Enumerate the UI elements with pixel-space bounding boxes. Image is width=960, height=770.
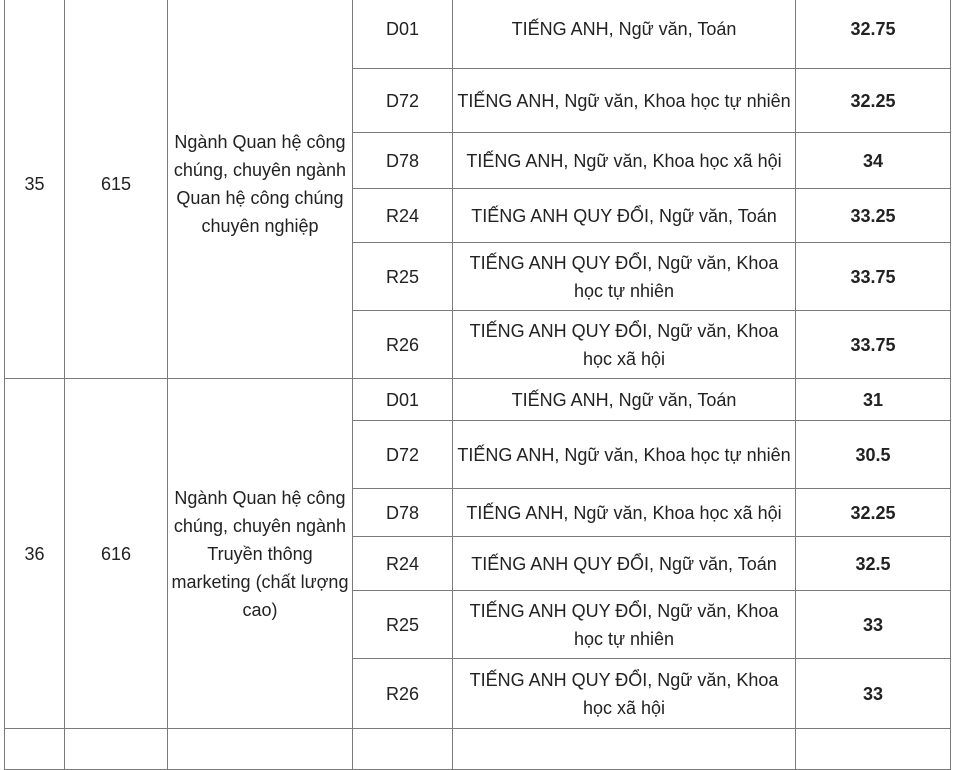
major-code: 616: [65, 379, 168, 729]
table-cell: [65, 729, 168, 770]
combination-code: D72: [353, 421, 453, 489]
combination-code: D01: [353, 0, 453, 69]
cutoff-score: 32.25: [796, 489, 951, 537]
combination-code: R26: [353, 311, 453, 379]
combination-code: D78: [353, 133, 453, 189]
admission-scores-table: [4, 0, 951, 770]
subject-combination: TIẾNG ANH QUY ĐỔI, Ngữ văn, Khoa học tự nhiên: [453, 591, 796, 659]
table-row: [5, 729, 951, 770]
combination-code: R25: [353, 243, 453, 311]
major-code: 615: [65, 0, 168, 379]
cutoff-score: 33: [796, 659, 951, 729]
combination-code: R25: [353, 591, 453, 659]
combination-code: R24: [353, 537, 453, 591]
cutoff-score: 30.5: [796, 421, 951, 489]
subject-combination: TIẾNG ANH, Ngữ văn, Khoa học tự nhiên: [453, 421, 796, 489]
table-cell: [5, 729, 65, 770]
combination-code: D78: [353, 489, 453, 537]
row-number: 36: [5, 379, 65, 729]
cutoff-score: 33.25: [796, 189, 951, 243]
subject-combination: TIẾNG ANH QUY ĐỔI, Ngữ văn, Toán: [453, 189, 796, 243]
combination-code: R26: [353, 659, 453, 729]
cutoff-score: 31: [796, 379, 951, 421]
subject-combination: TIẾNG ANH, Ngữ văn, Khoa học xã hội: [453, 489, 796, 537]
major-name: Ngành Quan hệ công chúng, chuyên ngành Truyền thông marketing (chất lượng cao): [168, 379, 353, 729]
subject-combination: TIẾNG ANH, Ngữ văn, Khoa học xã hội: [453, 133, 796, 189]
table-cell: [796, 729, 951, 770]
table-cell: [168, 729, 353, 770]
table-row: [5, 379, 951, 421]
subject-combination: TIẾNG ANH, Ngữ văn, Toán: [453, 0, 796, 69]
subject-combination: TIẾNG ANH QUY ĐỔI, Ngữ văn, Khoa học tự nhiên: [453, 243, 796, 311]
subject-combination: TIẾNG ANH QUY ĐỔI, Ngữ văn, Toán: [453, 537, 796, 591]
row-number: 35: [5, 0, 65, 379]
cutoff-score: 33: [796, 591, 951, 659]
combination-code: R24: [353, 189, 453, 243]
combination-code: D01: [353, 379, 453, 421]
cutoff-score: 32.25: [796, 69, 951, 133]
cutoff-score: 33.75: [796, 311, 951, 379]
cutoff-score: 34: [796, 133, 951, 189]
cutoff-score: 32.5: [796, 537, 951, 591]
major-name: Ngành Quan hệ công chúng, chuyên ngành Quan hệ công chúng chuyên nghiệp: [168, 0, 353, 379]
subject-combination: TIẾNG ANH, Ngữ văn, Khoa học tự nhiên: [453, 69, 796, 133]
table-cell: [453, 729, 796, 770]
table-row: [5, 0, 951, 69]
cutoff-score: 32.75: [796, 0, 951, 69]
cutoff-score: 33.75: [796, 243, 951, 311]
subject-combination: TIẾNG ANH QUY ĐỔI, Ngữ văn, Khoa học xã hội: [453, 659, 796, 729]
table-cell: [353, 729, 453, 770]
subject-combination: TIẾNG ANH, Ngữ văn, Toán: [453, 379, 796, 421]
subject-combination: TIẾNG ANH QUY ĐỔI, Ngữ văn, Khoa học xã hội: [453, 311, 796, 379]
combination-code: D72: [353, 69, 453, 133]
